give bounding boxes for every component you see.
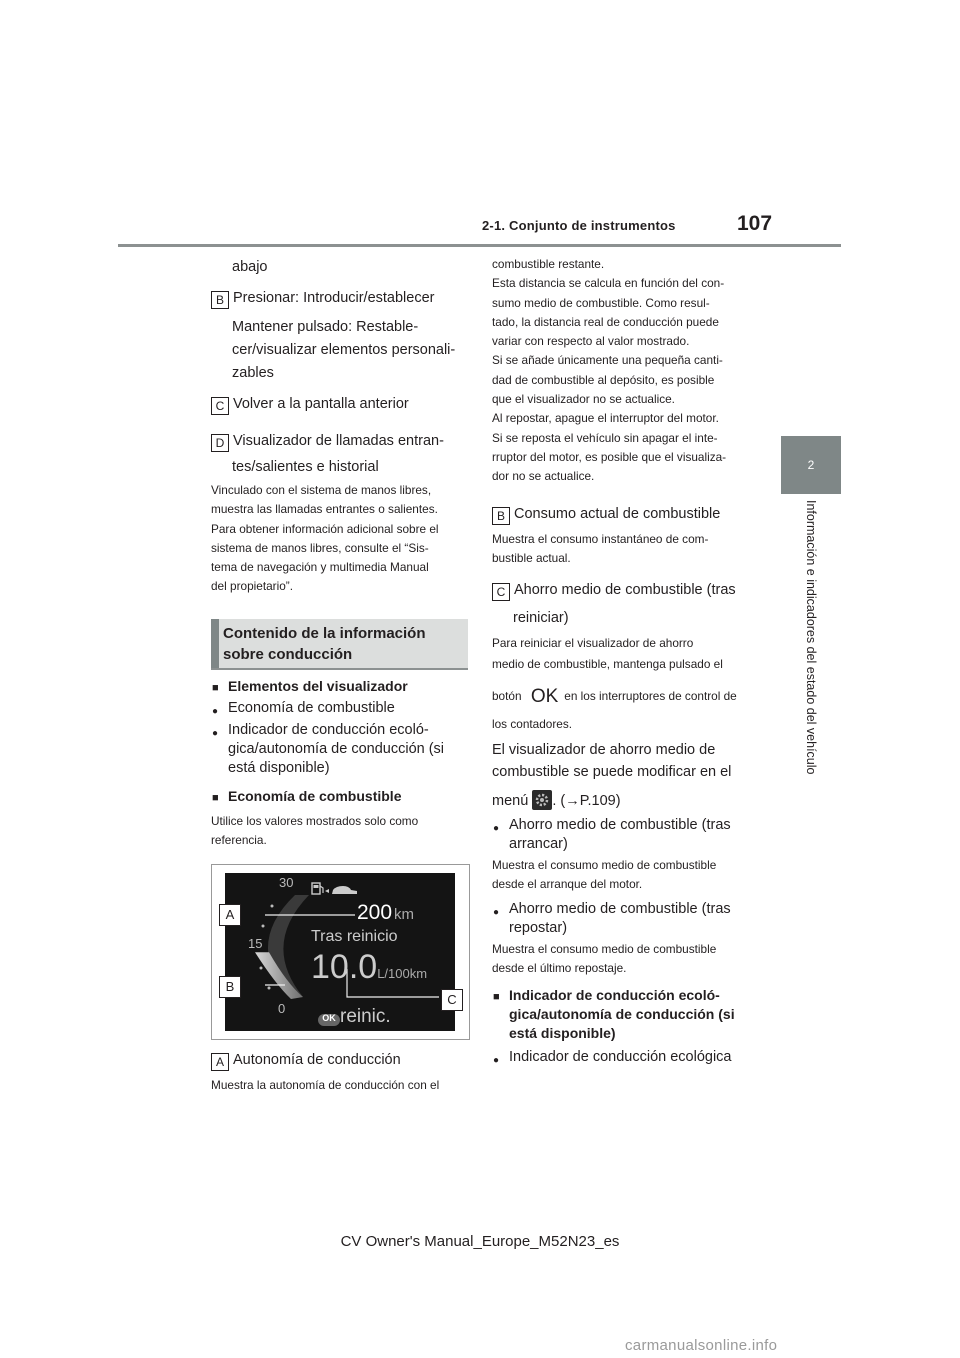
text-abajo: abajo [232,259,268,275]
desc-line: tado, la distancia real de conducción puede [492,314,719,329]
item-b-line3: cer/visualizar elementos personali- [232,342,456,358]
fuel-pump-icon [312,883,323,894]
desc-line: dor no se actualice. [492,469,595,484]
subheading-text: gica/autonomía de conducción (si [509,1006,735,1022]
bullet-indicador [228,721,444,778]
car-icon [332,886,357,894]
desc-line: variar con respecto al valor mostrado. [492,334,690,349]
subheading-text: Economía de combustible [228,788,402,804]
bullet-text: Economía de combustible [228,700,395,716]
item-c-right-text: Ahorro medio de combustible (tras [514,582,736,598]
section-heading-text [223,623,426,665]
fuel-door-arrow-icon [325,889,329,893]
c-desc-line2: medio de combustible, mantenga pulsado el [492,657,723,671]
gauge-label-30: 30 [279,875,294,890]
gauge-tick [260,967,263,970]
chapter-title-text: Información e indicadores del estado del vehículo [804,500,818,775]
subheading-indicador [509,986,735,1043]
consumption-unit: L/100km [377,966,428,981]
subheading-text: Indicador de conducción ecoló- [509,987,720,1003]
label-c: C [211,397,229,415]
desc-line: Muestra el consumo instantáneo de com- [492,532,709,546]
display-screen [225,873,455,1031]
c-desc-line4: los contadores. [492,717,573,731]
bullet-text: Ahorro medio de combustible (tras [509,817,731,833]
label-c-right: C [492,583,510,601]
item-c-text: Volver a la pantalla anterior [233,396,409,412]
bullet-text: Indicador de conducción ecoló- [228,722,429,738]
item-d-text: Visualizador de llamadas entran- [233,433,444,449]
item-c [211,395,409,415]
bullet-text: está disponible) [228,760,330,776]
gauge-label-15: 15 [248,936,263,951]
bullet3-description [492,856,716,895]
item-d-description [211,481,439,597]
heading-line: Contenido de la información [223,625,426,642]
footer-text: CV Owner's Manual_Europe_M52N23_es [340,1233,620,1250]
modify-line3 [492,790,621,811]
section-heading [211,619,468,670]
modify-line2: combustible se puede modificar en el [492,764,732,780]
desc-line: sistema de manos libres, consulte el “Sis- [211,540,429,555]
gauge-tick [271,905,274,908]
modify-text: . ( [552,793,566,809]
desc-line: combustible restante. [492,257,605,271]
item-b-right-description [492,530,708,569]
reset-label: reinic. [340,1006,391,1027]
desc-line: tema de navegación y multimedia Manual [211,560,429,575]
item-b-line1 [211,289,435,309]
sub2-description [211,812,418,851]
chapter-number: 2 [807,458,815,472]
desc-line: Al repostar, apague el interruptor del motor. [492,411,719,426]
desc-line: dad de combustible al depósito, es posible [492,372,715,387]
desc-line: rruptor del motor, es posible que el visualiza- [492,449,727,464]
consumption-value [311,949,427,992]
range-number: 200 [357,901,393,924]
desc-text: en los interruptores de control de [564,689,737,703]
desc-line: desde el arranque del motor. [492,877,643,892]
desc-line: que el visualizador no se actualice. [492,392,675,407]
gauge-tick [262,925,265,928]
subheading-economia [228,787,401,806]
item-a-autonomia [211,1051,401,1071]
desc-line: bustible actual. [492,551,571,566]
arrow-glyph: → [565,793,580,809]
desc-line: muestra las llamadas entrantes o salientes. [211,502,438,517]
desc-line: Si se añade únicamente una pequeña canti- [492,353,723,368]
page-number: 107 [737,212,773,235]
desc-line: Utilice los valores mostrados solo como [211,814,419,828]
bullet4-description [492,940,716,979]
heading-line: sobre conducción [223,646,353,663]
item-b-text: Presionar: Introducir/establecer [233,290,435,306]
desc-text: botón [492,689,522,703]
mode-label: Tras reinicio [311,928,398,945]
item-c-ahorro-line2: reiniciar) [513,610,569,626]
callout-c: C [441,989,463,1011]
item-b-right-text: Consumo actual de combustible [514,506,721,522]
desc-line: Para obtener información adicional sobre el [211,521,439,536]
watermark: carmanualsonline.info [625,1337,778,1354]
bullet-economia [228,699,395,718]
chapter-tab [781,436,841,494]
chapter-side-title [781,500,841,830]
callout-b: B [219,976,241,998]
settings-gear-icon [532,790,552,810]
range-unit: km [394,906,415,923]
desc-line: del propietario”. [211,579,293,594]
desc-line: Muestra el consumo medio de combustible [492,858,717,872]
page-reference: P.109) [579,793,621,809]
item-d-line1 [211,432,444,452]
desc-line: Esta distancia se calcula en función del con- [492,276,725,291]
c-desc-line1: Para reiniciar el visualizador de ahorro [492,636,694,650]
label-b: B [211,291,229,309]
label-b-right: B [492,507,510,525]
desc-line: Vinculado con el sistema de manos libres, [211,483,432,497]
desc-line: Muestra el consumo medio de combustible [492,942,717,956]
desc-line: desde el último repostaje. [492,961,627,976]
bullet-ecologica [509,1048,731,1067]
running-header: 2-1. Conjunto de instrumentos [482,218,676,233]
consumption-number: 10.0 [311,948,378,986]
bullet-tras-arrancar [509,816,731,854]
instrument-display-figure [211,864,470,1040]
subheading-elementos [228,677,408,696]
header-rule [118,244,841,247]
ok-button-glyph: OK [530,686,559,707]
desc-line: Si se reposta el vehículo sin apagar el inte- [492,430,718,445]
desc-line: sumo medio de combustible. Como resul- [492,295,710,310]
gauge-label-0: 0 [278,1001,286,1016]
section-heading-bar [211,619,219,668]
bullet-text: gica/autonomía de conducción (si [228,741,445,757]
subheading-text: está disponible) [509,1025,616,1041]
range-value [357,901,414,925]
item-a-description: Muestra la autonomía de conducción con el [211,1078,440,1092]
desc-line: referencia. [211,833,267,848]
bullet-text: Indicador de conducción ecológica [509,1049,732,1065]
item-d-line2: tes/salientes e historial [232,459,379,475]
item-a-text: Autonomía de conducción [233,1052,401,1068]
label-a: A [211,1053,229,1071]
label-d: D [211,434,229,452]
a-description-cont [492,255,726,487]
bullet-tras-repostar [509,900,731,938]
subheading-text: Elementos del visualizador [228,678,408,694]
gauge-tick [268,987,271,990]
item-c-ahorro-line1 [492,581,736,601]
bullet-text: Ahorro medio de combustible (tras [509,901,731,917]
bullet-text: arrancar) [509,836,568,852]
item-b-line2: Mantener pulsado: Restable- [232,319,419,335]
modify-text: menú [492,793,529,809]
item-b-line4: zables [232,365,274,381]
callout-a: A [219,904,241,926]
modify-line1: El visualizador de ahorro medio de [492,742,716,758]
ok-badge: OK [322,1013,336,1023]
c-desc-line3 [492,687,737,706]
bullet-text: repostar) [509,920,568,936]
item-b-consumo [492,505,720,525]
